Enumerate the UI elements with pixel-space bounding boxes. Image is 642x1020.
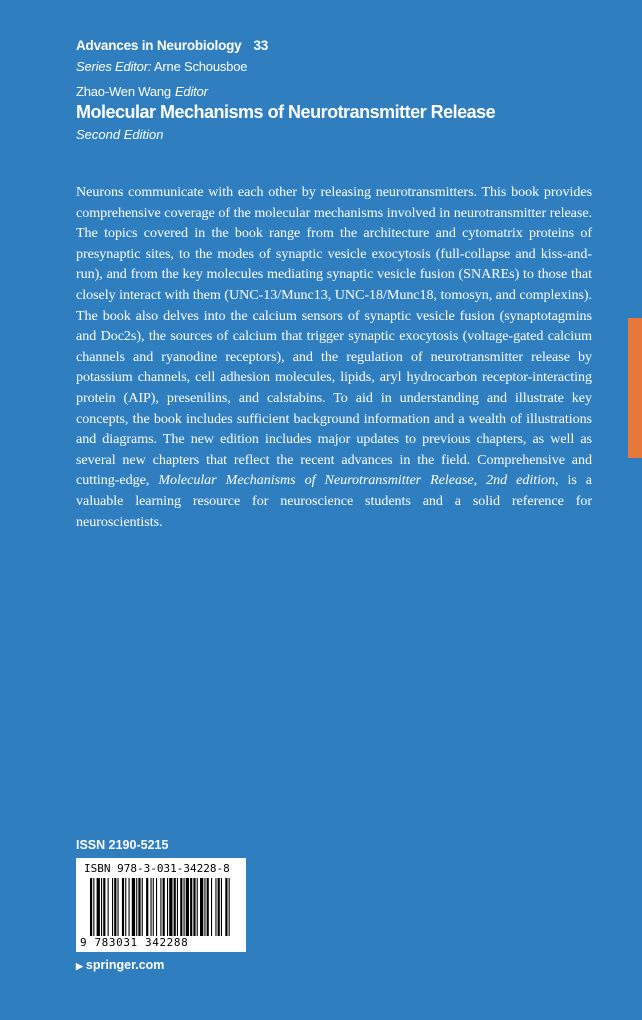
barcode-bar xyxy=(132,878,135,936)
ean-digits: 9 783031 342288 xyxy=(80,936,189,949)
barcode-bar xyxy=(193,878,195,936)
barcode-bar xyxy=(97,878,100,936)
series-name: Advances in Neurobiology xyxy=(76,38,242,53)
description-separator: , xyxy=(473,472,487,489)
barcode-bar xyxy=(122,878,124,936)
isbn-number: ISBN 978-3-031-34228-8 xyxy=(84,862,230,875)
book-editor-name: Zhao-Wen Wang xyxy=(76,84,171,99)
barcode-bar xyxy=(108,878,109,936)
issn-label: ISSN 2190-5215 xyxy=(76,838,169,852)
barcode-bar xyxy=(186,878,189,936)
barcode-bar xyxy=(103,878,105,936)
barcode-bar xyxy=(142,878,143,936)
barcode-bar xyxy=(101,878,102,936)
barcode-bar xyxy=(90,878,92,936)
series-line xyxy=(76,38,616,53)
barcode-bar xyxy=(160,878,161,936)
publisher-website xyxy=(76,958,164,972)
barcode-bars xyxy=(90,878,232,938)
barcode-bar xyxy=(180,878,182,936)
barcode-bar xyxy=(138,878,140,936)
barcode-bar xyxy=(197,878,198,936)
barcode-bar xyxy=(114,878,116,936)
description-ending: , is a valuable learning resource for neuroscience students and a solid reference for neuroscientists. xyxy=(76,472,593,530)
barcode-bar xyxy=(125,878,126,936)
barcode-bar xyxy=(174,878,176,936)
triangle-arrow-icon: ▶ xyxy=(76,961,83,971)
book-edition: Second Edition xyxy=(76,127,164,142)
barcode-bar xyxy=(204,878,205,936)
description-text: Neurons communicate with each other by releasing neurotransmitters. This book provides comprehensive coverage of the molecular mechanisms involved in neurotransmitter release. The topics covered in the book range from the architecture and cytomatrix proteins of presynaptic sites, to the modes of synaptic vesicle exocytosis (full-collapse and kiss-and-run), and from the key molecules mediating synaptic vesicle fusion (SNAREs) to those that closely interact with them (UNC-13/Munc13, UNC-18/Munc18, tomosyn, and complexins). The book also delves into the calcium sensors of synaptic vesicle fusion (synaptotagmins and Doc2s), the sources of calcium that trigger synaptic exocytosis (voltage-gated calcium channels and ryanodine receptors), and the regulation of neurotransmitter release by potassium channels, cell adhesion molecules, lipids, aryl hydrocarbon receptor-interacting protein (AIP), presenilins, and calstabins. To aid in understanding and illustrate key concepts, the book includes sufficient background information and a wealth of illustrations and diagrams. The new edition includes major updates to previous chapters, as well as several new chapters that reflect the recent advances in the field. Comprehensive and cutting-edge, xyxy=(76,184,592,489)
barcode-bar xyxy=(156,878,157,936)
barcode-bar xyxy=(129,878,130,936)
cover-header xyxy=(76,38,616,142)
barcode-bar xyxy=(163,878,165,936)
book-editor-role: Editor xyxy=(174,84,208,99)
barcode-bar xyxy=(221,878,222,936)
barcode-bar xyxy=(169,878,172,936)
barcode-bar xyxy=(200,878,203,936)
isbn-barcode xyxy=(76,858,246,952)
description-italic-edition: 2nd edition xyxy=(486,472,555,489)
barcode-bar xyxy=(184,878,185,936)
barcode-bar xyxy=(190,878,192,936)
description-italic-title: Molecular Mechanisms of Neurotransmitter Release xyxy=(158,472,474,489)
barcode-bar xyxy=(167,878,168,936)
barcode-bar xyxy=(225,878,227,936)
series-editor-name: Arne Schousboe xyxy=(153,59,248,74)
orange-edge-tab xyxy=(628,318,642,458)
barcode-bar xyxy=(93,878,94,936)
website-url: springer.com xyxy=(85,958,165,972)
barcode-bar xyxy=(112,878,113,936)
barcode-bar xyxy=(229,878,230,936)
barcode-bar xyxy=(218,878,220,936)
barcode-bar xyxy=(151,878,152,936)
barcode-bar xyxy=(136,878,137,936)
series-editor-label: Series Editor: xyxy=(76,59,152,74)
barcode-bar xyxy=(146,878,148,936)
book-editor-line xyxy=(76,84,616,99)
barcode-bar xyxy=(215,878,216,936)
series-volume: 33 xyxy=(253,38,269,53)
barcode-bar xyxy=(118,878,119,936)
barcode-bar xyxy=(207,878,209,936)
barcode-bar xyxy=(153,878,154,936)
series-editor-line xyxy=(76,59,616,74)
book-title: Molecular Mechanisms of Neurotransmitter Release xyxy=(76,102,496,122)
barcode-bar xyxy=(211,878,212,936)
barcode-bar xyxy=(177,878,178,936)
book-description xyxy=(76,182,592,532)
